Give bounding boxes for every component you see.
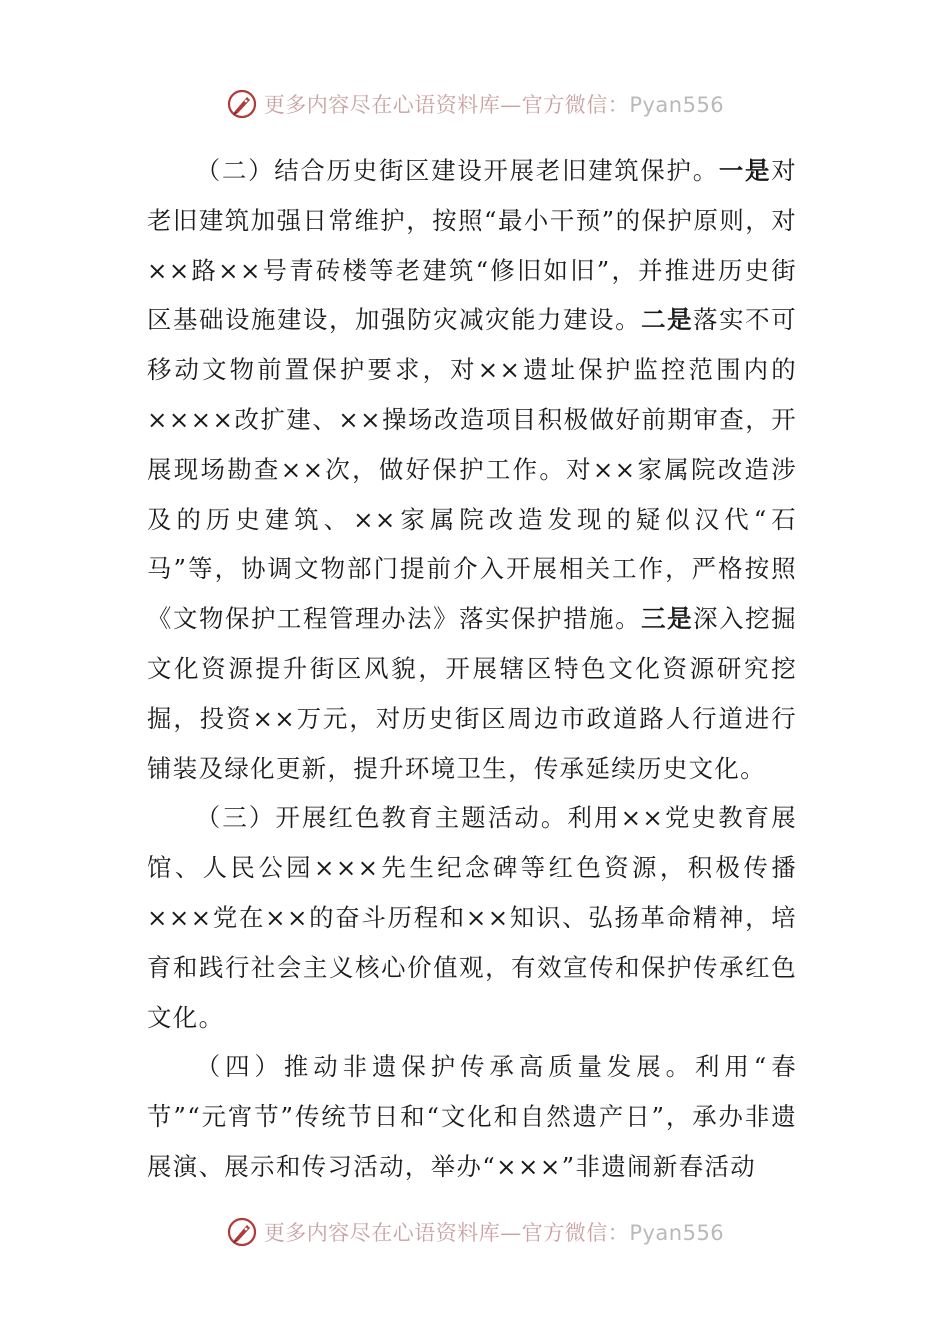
watermark-text (264, 89, 724, 119)
watermark-wechat-id: Pyan556 (629, 1221, 725, 1245)
watermark-text (264, 1217, 724, 1247)
text-run: （三）开展红色教育主题活动。利用××党史教育展馆、人民公园×××先生纪念碑等红色资源，积极传播×××党在××的奋斗历程和××知识、弘扬革命精神，培育和践行社会主义核心价值观，有效宣传和保护传承红色文化。 (147, 803, 797, 1032)
pen-nib-logo-icon (226, 88, 258, 120)
text-run: （四）推动非遗保护传承高质量发展。利用“春节”“元宵节”传统节日和“文化和自然遗产日”，承办非遗展演、展示和传习活动，举办“×××”非遗闹新春活动 (147, 1052, 797, 1181)
paragraph-4 (147, 1042, 797, 1191)
watermark-prefix: 更多内容尽在心语资料库—官方微信： (263, 93, 630, 117)
text-run: 对老旧建筑加强日常维护，按照“最小干预”的保护原则，对××路××号青砖楼等老建筑“修旧如旧”，并推进历史街区基础设施建设，加强防灾减灾能力建设。 (147, 156, 797, 335)
header-watermark-banner (0, 84, 950, 124)
footer-watermark-banner (0, 1212, 950, 1252)
text-run: 深入挖掘文化资源提升街区风貌，开展辖区特色文化资源研究挖掘，投资××万元，对历史街区周边市政道路人行道进行铺装及绿化更新，提升环境卫生，传承延续历史文化。 (147, 604, 797, 783)
text-run: 落实不可移动文物前置保护要求，对××遗址保护监控范围内的××××改扩建、××操场改造项目积极做好前期审查，开展现场勘查××次，做好保护工作。对××家属院改造涉及的历史建筑、××家属院改造发现的疑似汉代“石马”等，协调文物部门提前介入开展相关工作，严格按照《文物保护工程管理办法》落实保护措施。 (147, 305, 797, 634)
document-body (147, 146, 797, 1192)
bold-run: 二是 (641, 305, 694, 335)
bold-run: 三是 (641, 604, 694, 634)
bold-run: 一是 (718, 156, 772, 185)
paragraph-2 (147, 146, 797, 793)
watermark-wechat-id: Pyan556 (629, 93, 725, 117)
pen-nib-logo-icon (226, 1216, 258, 1248)
paragraph-3 (147, 793, 797, 1042)
text-run: （二）结合历史街区建设开展老旧建筑保护。 (195, 156, 719, 185)
watermark-prefix: 更多内容尽在心语资料库—官方微信： (263, 1221, 630, 1245)
